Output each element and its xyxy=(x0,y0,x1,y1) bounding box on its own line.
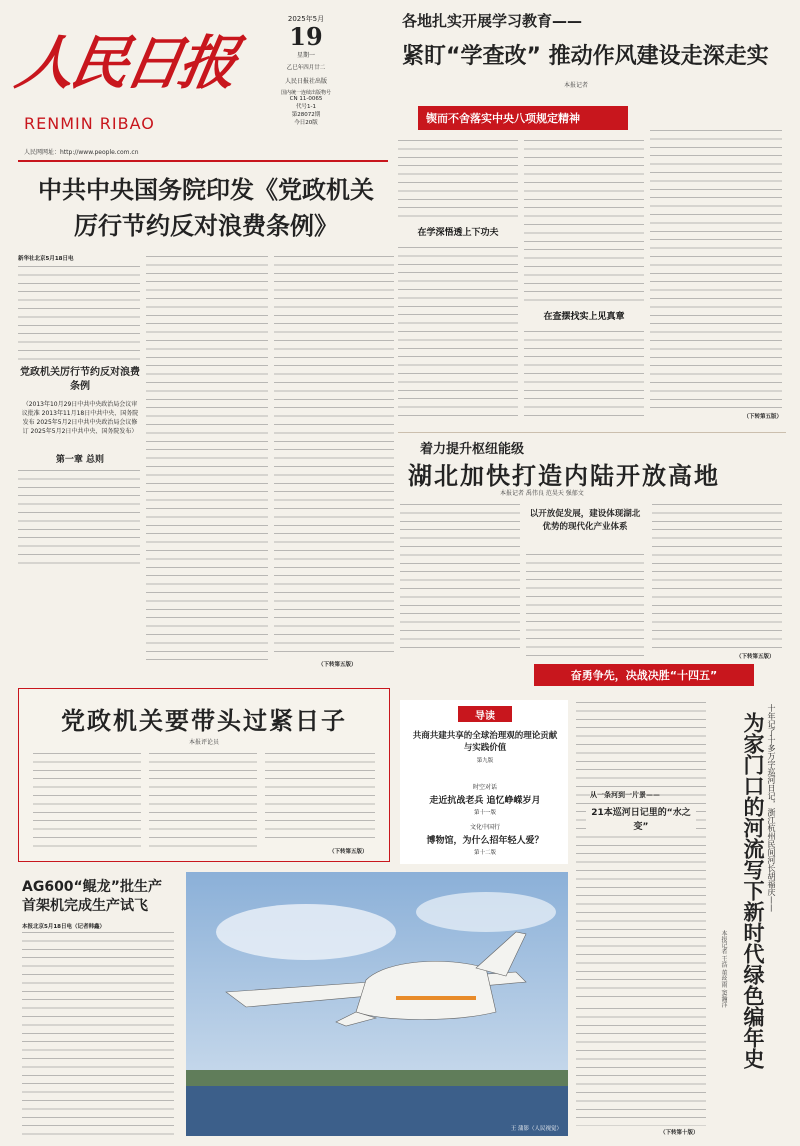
guide-title-bar xyxy=(458,706,512,722)
masthead-site: 人民网网址：http://www.people.com.cn xyxy=(24,149,139,156)
guide-item-2-kicker: 时空对话 xyxy=(472,784,497,791)
river-headline: 为家门口的河流写下新时代绿色编年史 xyxy=(741,712,765,1069)
top-story-byline: 本报记者 xyxy=(564,82,589,89)
top-story-col1 xyxy=(398,138,518,420)
guide-item-3-page: 第十二版 xyxy=(473,850,496,856)
guide-item-3[interactable] xyxy=(410,822,560,856)
issn-label: 国内统一连续出版物号 xyxy=(280,90,331,96)
date-column xyxy=(266,10,346,168)
commentary-box xyxy=(18,688,390,862)
top-story-kicker: 各地扎实开展学习教育—— xyxy=(402,12,583,30)
guide-box xyxy=(400,700,568,864)
top-story xyxy=(398,10,786,430)
hubei-headline: 湖北加快打造内陆开放高地 xyxy=(408,462,720,490)
masthead-rule xyxy=(18,160,388,162)
river-kicker: 十年记了十多万字巡河日记，浙江杭州民间河长胡福庆—— xyxy=(767,704,776,912)
guide-item-1[interactable] xyxy=(410,730,560,764)
guide-item-1-page: 第九版 xyxy=(476,758,494,764)
ag600-photo xyxy=(186,872,568,1136)
commentary-headline: 党政机关要带头过紧日子 xyxy=(61,707,347,735)
guide-item-3-title: 博物馆，为什么招年轻人爱？ xyxy=(426,836,544,846)
guide-item-2-title: 走近抗战老兵 追忆峥嵘岁月 xyxy=(429,796,541,806)
hubei-kicker: 着力提升枢纽能级 xyxy=(420,442,525,457)
seaplane-photo-icon xyxy=(186,872,568,1136)
subhead-check: 在查摆找实上见真章 xyxy=(543,312,625,322)
ag600-dateline: 本报北京5月18日电（记者韩鑫） xyxy=(22,924,105,930)
top-story-headline: 紧盯“学查改” 推动作风建设走深走实 xyxy=(402,44,769,69)
date-year-month: 2025年5月 xyxy=(287,15,325,23)
hubei-divider xyxy=(398,432,786,433)
masthead-logo: 人民日报 xyxy=(11,29,240,97)
page-count: 今日20版 xyxy=(294,120,318,126)
lead-continue: （下转第五版） xyxy=(318,662,357,668)
top-story-banner xyxy=(418,106,628,130)
regulation-dates: （2013年10月29日中共中央政治局会议审议批准 2013年11月18日中共中央、国务院发布 2025年5月2日中共中央政治局会议修订 2025年5月2日中共中央、国务院发布） xyxy=(21,401,139,435)
masthead xyxy=(11,10,384,160)
hubei-continue: （下转第五版） xyxy=(736,654,775,660)
guide-item-3-kicker: 文化中国行 xyxy=(469,824,500,831)
top-story-col3 xyxy=(650,128,782,420)
regulation-title: 党政机关厉行节约反对浪费条例 xyxy=(20,367,140,392)
lead-dateline: 新华社北京5月18日电 xyxy=(18,256,74,262)
postal-code: 代号1-1 xyxy=(296,104,316,110)
commentary-continue: （下转第五版） xyxy=(329,849,368,855)
river-from-line: 从一条河到一片景—— xyxy=(590,791,660,799)
top-story-continue: （下转第五版） xyxy=(743,414,782,420)
date-weekday: 星期一 xyxy=(296,52,315,59)
date-day: 19 xyxy=(289,22,323,51)
banner-fight-text: 奋勇争先，决战决胜“十四五” xyxy=(570,669,718,682)
river-sub: 21本巡河日记里的“水之变” xyxy=(586,806,696,834)
lead-headline: 中共中央国务院印发《党政机关厉行节约反对浪费条例》 xyxy=(38,176,374,240)
guide-item-1-title: 共商共建共享的全球治理观的理论贡献与实践价值 xyxy=(412,731,558,753)
hubei-pull-quote: 以开放促发展，建设体现湖北优势的现代化产业体系 xyxy=(529,509,641,532)
guide-item-2[interactable] xyxy=(410,782,560,816)
hubei-byline: 本报记者 禹伟良 范昊天 强郁文 xyxy=(500,490,584,497)
commentary-byline: 本报评论员 xyxy=(188,739,219,746)
top-story-banner-text: 锲而不舍落实中央八项规定精神 xyxy=(426,112,580,125)
top-story-col2 xyxy=(524,138,644,420)
subhead-learn: 在学深悟透上下功夫 xyxy=(417,228,499,238)
publisher: 人民日报社出版 xyxy=(284,78,327,85)
lead-article xyxy=(18,254,398,674)
masthead-roman: RENMIN RIBAO xyxy=(24,114,155,133)
issue-number: 第28072期 xyxy=(291,112,321,118)
ag600-photo-credit: 王 蒲影（人民视觉） xyxy=(510,1126,562,1132)
guide-item-2-page: 第十一版 xyxy=(473,810,496,816)
regulation-chapter: 第一章 总则 xyxy=(55,455,105,465)
river-byline: 本报记者 王浩 董丝雨 窦瀚洋 xyxy=(720,930,727,1008)
ag600-headline: AG600“鲲龙”批生产首架机完成生产试飞 xyxy=(22,879,162,914)
guide-title: 导读 xyxy=(475,710,495,722)
date-lunar: 乙巳年四月廿二 xyxy=(286,65,326,71)
river-continue: （下转第十版） xyxy=(660,1130,699,1136)
cn-code: CN 11-0065 xyxy=(289,96,323,102)
banner-fight xyxy=(534,664,754,686)
